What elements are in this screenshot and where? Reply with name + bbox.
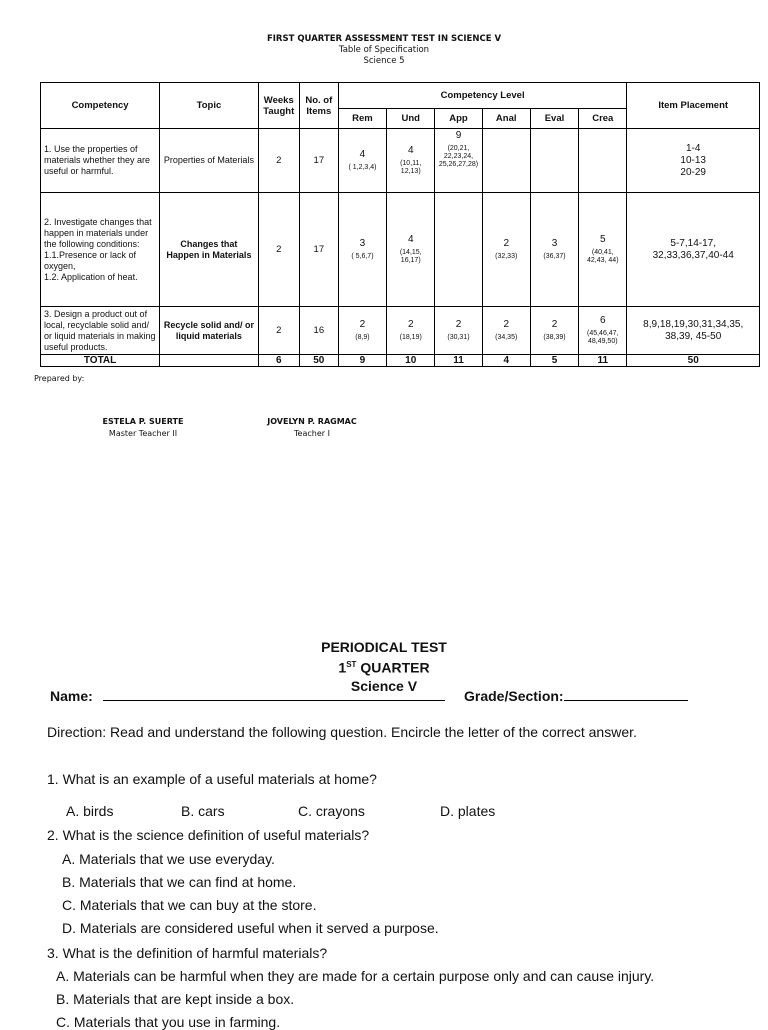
header-weeks: Weeks Taught xyxy=(258,83,299,129)
und-items: (14,15, 16,17) xyxy=(399,249,422,264)
option-1b[interactable]: B. cars xyxy=(181,803,225,819)
grade-blank[interactable] xyxy=(564,688,688,701)
question-3: 3. What is the definition of harmful materials? xyxy=(47,945,328,961)
grade-label: Grade/Section: xyxy=(464,688,564,704)
header-app: App xyxy=(435,109,482,129)
eval-items: (38,39) xyxy=(543,334,566,341)
tos-title: FIRST QUARTER ASSESSMENT TEST IN SCIENCE V xyxy=(266,34,502,44)
name-blank[interactable] xyxy=(103,688,445,701)
option-3a[interactable]: A. Materials can be harmful when they are made for a certain purpose only and can cause injury. xyxy=(56,968,655,984)
name-label: Name: xyxy=(50,688,93,704)
items-cell: 17 xyxy=(299,129,338,193)
total-topic xyxy=(160,355,259,367)
test-title: PERIODICAL TEST xyxy=(321,639,447,655)
rem-count: 4 xyxy=(359,149,366,160)
quarter-suffix: ST xyxy=(346,660,357,669)
total-label: TOTAL xyxy=(41,355,160,367)
total-eval: 5 xyxy=(530,355,578,367)
eval-items: (36,37) xyxy=(543,253,566,260)
weeks-cell: 2 xyxy=(258,307,299,355)
option-1a[interactable]: A. birds xyxy=(66,803,114,819)
test-quarter xyxy=(0,656,768,677)
quarter-word: QUARTER xyxy=(356,659,430,676)
app-items: (20,21, 22,23,24, 25,26,27,28) xyxy=(438,145,479,168)
test-heading xyxy=(0,638,768,695)
header-items: No. of Items xyxy=(299,83,338,129)
header-placement: Item Placement xyxy=(627,83,760,129)
competency-cell: 3. Design a product out of local, recyclable solid and/ or liquid materials in making useful products. xyxy=(41,307,160,355)
name-field[interactable] xyxy=(50,688,445,704)
weeks-cell: 2 xyxy=(258,129,299,193)
items-cell: 16 xyxy=(299,307,338,355)
table-row xyxy=(41,307,760,355)
rem-count: 2 xyxy=(359,319,366,330)
crea-count: 6 xyxy=(599,315,606,326)
anal-items: (34,35) xyxy=(495,334,518,341)
question-2: 2. What is the science definition of useful materials? xyxy=(47,827,370,843)
placement-cell: 8,9,18,19,30,31,34,35, 38,39, 45-50 xyxy=(627,307,760,355)
total-placement: 50 xyxy=(627,355,760,367)
total-crea: 11 xyxy=(579,355,627,367)
option-2b[interactable]: B. Materials that we can find at home. xyxy=(62,874,297,890)
rem-items: (8,9) xyxy=(355,334,370,341)
header-anal: Anal xyxy=(482,109,530,129)
crea-count: 5 xyxy=(599,234,606,245)
header-competency: Competency xyxy=(41,83,160,129)
header-eval: Eval xyxy=(530,109,578,129)
option-2c[interactable]: C. Materials that we can buy at the store. xyxy=(62,897,317,913)
header-topic: Topic xyxy=(160,83,259,129)
placement-cell: 5-7,14-17, 32,33,36,37,40-44 xyxy=(627,193,760,307)
topic-cell: Recycle solid and/ or liquid materials xyxy=(160,307,259,355)
anal-items: (32,33) xyxy=(495,253,518,260)
table-of-specification xyxy=(40,82,760,367)
und-items: (10,11, 12,13) xyxy=(400,160,422,175)
table-row xyxy=(41,193,760,307)
tos-subtitle: Table of Specification xyxy=(338,45,430,55)
placement-cell: 1-4 10-13 20-29 xyxy=(627,129,760,193)
tos-header xyxy=(0,34,768,67)
topic-cell: Properties of Materials xyxy=(160,129,259,193)
weeks-cell: 2 xyxy=(258,193,299,307)
signatory-1 xyxy=(88,416,198,440)
und-count: 4 xyxy=(407,234,414,245)
anal-count: 2 xyxy=(503,238,509,249)
signatory-name: JOVELYN P. RAGMAC xyxy=(267,417,357,426)
app-count: 9 xyxy=(455,130,462,141)
total-rem: 9 xyxy=(338,355,386,367)
grade-section-field[interactable] xyxy=(464,688,688,704)
direction-text: Direction: Read and understand the following question. Encircle the letter of the correct answer. xyxy=(47,724,637,740)
rem-items: ( 1,2,3,4) xyxy=(348,164,377,171)
rem-count: 3 xyxy=(359,238,366,249)
signatory-position: Teacher I xyxy=(294,429,330,438)
header-und: Und xyxy=(387,109,435,129)
competency-cell: 1. Use the properties of materials whether they are useful or harmful. xyxy=(41,129,160,193)
header-rem: Rem xyxy=(338,109,386,129)
crea-items: (40,41, 42,43, 44) xyxy=(587,249,619,264)
app-count: 2 xyxy=(455,319,462,330)
header-competency-level: Competency Level xyxy=(338,83,627,109)
total-app: 11 xyxy=(435,355,482,367)
eval-count: 3 xyxy=(551,238,558,249)
test-subject: Science V xyxy=(350,677,418,694)
question-1: 1. What is an example of a useful materials at home? xyxy=(47,771,377,787)
total-row xyxy=(41,355,760,367)
total-weeks: 6 xyxy=(258,355,299,367)
anal-count: 2 xyxy=(503,319,509,330)
rem-items: ( 5,6,7) xyxy=(351,253,374,260)
option-1d[interactable]: D. plates xyxy=(440,803,496,819)
competency-cell: 2. Investigate changes that happen in materials under the following conditions: 1.1.Presence or lack of oxygen, 1.2. Application of heat. xyxy=(41,193,160,307)
app-items: (30,31) xyxy=(447,334,470,341)
option-2d[interactable]: D. Materials are considered useful when it served a purpose. xyxy=(62,920,439,936)
header-crea: Crea xyxy=(579,109,627,129)
signatory-name: ESTELA P. SUERTE xyxy=(102,417,184,426)
option-1c[interactable]: C. crayons xyxy=(298,803,365,819)
und-items: (18,19) xyxy=(399,334,422,341)
items-cell: 17 xyxy=(299,193,338,307)
option-3b[interactable]: B. Materials that are kept inside a box. xyxy=(56,991,295,1007)
table-row xyxy=(41,129,760,193)
tos-subject: Science 5 xyxy=(363,56,405,66)
signatory-2 xyxy=(252,416,372,440)
und-count: 4 xyxy=(407,145,414,156)
quarter-number: 1 xyxy=(338,659,347,676)
und-count: 2 xyxy=(407,319,414,330)
total-anal: 4 xyxy=(482,355,530,367)
topic-cell: Changes that Happen in Materials xyxy=(160,193,259,307)
option-2a[interactable]: A. Materials that we use everyday. xyxy=(62,851,275,867)
eval-count: 2 xyxy=(551,319,558,330)
crea-items: (45,46,47, 48,49,50) xyxy=(587,330,619,345)
total-items: 50 xyxy=(299,355,338,367)
signatory-position: Master Teacher II xyxy=(108,429,178,438)
prepared-by-label: Prepared by: xyxy=(34,374,85,383)
total-und: 10 xyxy=(387,355,435,367)
option-3c[interactable]: C. Materials that you use in farming. xyxy=(56,1014,281,1030)
